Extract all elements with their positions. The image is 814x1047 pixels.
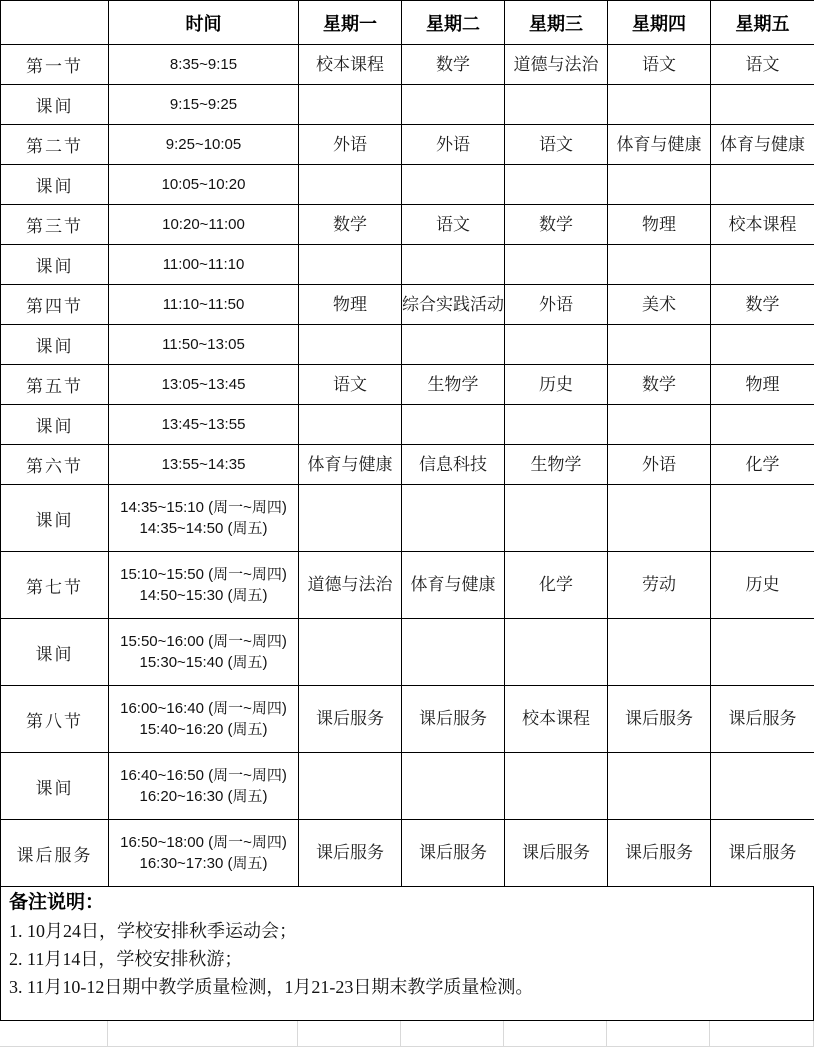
time-range: 16:00~16:40 (周一~周四) xyxy=(109,698,298,719)
time-range: 11:10~11:50 xyxy=(109,294,298,315)
subject-cell: 体育与健康 xyxy=(608,125,711,165)
notes-section xyxy=(0,886,814,1021)
subject-cell: 校本课程 xyxy=(505,686,608,753)
subject-cell xyxy=(505,85,608,125)
time-cell xyxy=(109,285,299,325)
subject-cell xyxy=(711,619,814,686)
notes-title: 备注说明： xyxy=(9,889,805,917)
time-range: 10:05~10:20 xyxy=(109,174,298,195)
subject-cell: 课后服务 xyxy=(608,686,711,753)
subject-cell xyxy=(299,485,402,552)
subject-cell: 数学 xyxy=(402,45,505,85)
day-header: 星期四 xyxy=(608,1,711,45)
table-row xyxy=(1,753,814,820)
time-cell xyxy=(109,820,299,887)
subject-cell: 劳动 xyxy=(608,552,711,619)
table-row xyxy=(1,285,814,325)
note-item: 3. 11月10-12日期中教学质量检测，1月21-23日期末教学质量检测。 xyxy=(9,973,805,1001)
subject-cell xyxy=(299,753,402,820)
subject-cell xyxy=(299,85,402,125)
time-range: 13:55~14:35 xyxy=(109,454,298,475)
period-label: 第五节 xyxy=(1,365,109,405)
time-cell xyxy=(109,125,299,165)
table-row xyxy=(1,125,814,165)
empty-grid-cell xyxy=(401,1021,504,1046)
timetable-body xyxy=(1,45,814,887)
subject-cell xyxy=(402,753,505,820)
subject-cell: 外语 xyxy=(505,285,608,325)
subject-cell xyxy=(711,485,814,552)
time-cell xyxy=(109,753,299,820)
time-cell xyxy=(109,445,299,485)
time-range: 15:40~16:20 (周五) xyxy=(109,719,298,740)
time-range: 16:40~16:50 (周一~周四) xyxy=(109,765,298,786)
table-row xyxy=(1,820,814,887)
subject-cell: 数学 xyxy=(299,205,402,245)
subject-cell xyxy=(299,165,402,205)
empty-grid-cell xyxy=(607,1021,710,1046)
subject-cell xyxy=(608,753,711,820)
empty-grid-cell xyxy=(710,1021,814,1046)
time-range: 16:50~18:00 (周一~周四) xyxy=(109,832,298,853)
period-label: 课后服务 xyxy=(1,820,109,887)
subject-cell xyxy=(608,245,711,285)
subject-cell: 物理 xyxy=(608,205,711,245)
period-label: 第一节 xyxy=(1,45,109,85)
time-cell xyxy=(109,45,299,85)
table-row xyxy=(1,365,814,405)
subject-cell: 外语 xyxy=(299,125,402,165)
subject-cell: 课后服务 xyxy=(299,820,402,887)
subject-cell xyxy=(711,405,814,445)
subject-cell: 校本课程 xyxy=(299,45,402,85)
subject-cell: 外语 xyxy=(402,125,505,165)
subject-cell: 课后服务 xyxy=(505,820,608,887)
time-cell xyxy=(109,485,299,552)
subject-cell: 语文 xyxy=(608,45,711,85)
day-header: 星期三 xyxy=(505,1,608,45)
subject-cell xyxy=(608,165,711,205)
subject-cell: 化学 xyxy=(505,552,608,619)
subject-cell: 课后服务 xyxy=(608,820,711,887)
table-row xyxy=(1,552,814,619)
time-cell xyxy=(109,405,299,445)
subject-cell: 校本课程 xyxy=(711,205,814,245)
time-cell xyxy=(109,245,299,285)
subject-cell xyxy=(711,85,814,125)
period-label: 课间 xyxy=(1,325,109,365)
table-row xyxy=(1,85,814,125)
subject-cell xyxy=(505,485,608,552)
period-label: 课间 xyxy=(1,245,109,285)
time-range: 14:35~14:50 (周五) xyxy=(109,518,298,539)
outside-gridline-row xyxy=(0,1021,814,1047)
subject-cell xyxy=(505,753,608,820)
period-label: 第三节 xyxy=(1,205,109,245)
subject-cell: 课后服务 xyxy=(402,686,505,753)
subject-cell xyxy=(711,325,814,365)
notes-list xyxy=(9,917,805,1001)
empty-grid-cell xyxy=(504,1021,607,1046)
period-label: 第七节 xyxy=(1,552,109,619)
subject-cell xyxy=(299,405,402,445)
subject-cell xyxy=(402,485,505,552)
subject-cell: 外语 xyxy=(608,445,711,485)
subject-cell: 课后服务 xyxy=(402,820,505,887)
subject-cell xyxy=(608,485,711,552)
subject-cell: 数学 xyxy=(505,205,608,245)
time-range: 14:50~15:30 (周五) xyxy=(109,585,298,606)
period-label: 第四节 xyxy=(1,285,109,325)
subject-cell xyxy=(402,165,505,205)
subject-cell xyxy=(711,165,814,205)
day-header: 星期二 xyxy=(402,1,505,45)
subject-cell: 语文 xyxy=(402,205,505,245)
time-range: 9:15~9:25 xyxy=(109,94,298,115)
table-row xyxy=(1,445,814,485)
time-range: 16:20~16:30 (周五) xyxy=(109,786,298,807)
subject-cell: 化学 xyxy=(711,445,814,485)
time-range: 15:30~15:40 (周五) xyxy=(109,652,298,673)
day-header: 星期五 xyxy=(711,1,814,45)
subject-cell xyxy=(299,619,402,686)
subject-cell: 体育与健康 xyxy=(402,552,505,619)
table-row xyxy=(1,45,814,85)
subject-cell: 美术 xyxy=(608,285,711,325)
time-range: 11:00~11:10 xyxy=(109,254,298,275)
subject-cell: 历史 xyxy=(505,365,608,405)
time-range: 8:35~9:15 xyxy=(109,54,298,75)
subject-cell: 生物学 xyxy=(505,445,608,485)
time-range: 10:20~11:00 xyxy=(109,214,298,235)
subject-cell xyxy=(608,405,711,445)
subject-cell: 体育与健康 xyxy=(299,445,402,485)
time-cell xyxy=(109,325,299,365)
subject-cell xyxy=(505,165,608,205)
subject-cell: 物理 xyxy=(299,285,402,325)
subject-cell xyxy=(505,245,608,285)
time-column-header: 时间 xyxy=(109,1,299,45)
time-cell xyxy=(109,165,299,205)
subject-cell: 体育与健康 xyxy=(711,125,814,165)
period-label: 第六节 xyxy=(1,445,109,485)
subject-cell: 生物学 xyxy=(402,365,505,405)
subject-cell xyxy=(711,245,814,285)
empty-grid-cell xyxy=(108,1021,298,1046)
subject-cell: 历史 xyxy=(711,552,814,619)
table-row xyxy=(1,325,814,365)
subject-cell: 课后服务 xyxy=(711,820,814,887)
table-row xyxy=(1,485,814,552)
subject-cell: 道德与法治 xyxy=(299,552,402,619)
subject-cell xyxy=(402,245,505,285)
time-cell xyxy=(109,205,299,245)
subject-cell: 课后服务 xyxy=(711,686,814,753)
subject-cell: 综合实践活动 xyxy=(402,285,505,325)
table-row xyxy=(1,686,814,753)
period-label: 第八节 xyxy=(1,686,109,753)
period-label: 课间 xyxy=(1,753,109,820)
time-cell xyxy=(109,686,299,753)
time-cell xyxy=(109,365,299,405)
timetable-header xyxy=(1,1,814,45)
subject-cell xyxy=(505,325,608,365)
subject-cell: 语文 xyxy=(505,125,608,165)
subject-cell: 数学 xyxy=(711,285,814,325)
table-row xyxy=(1,205,814,245)
note-item: 1. 10月24日，学校安排秋季运动会； xyxy=(9,917,805,945)
subject-cell xyxy=(402,405,505,445)
time-range: 15:10~15:50 (周一~周四) xyxy=(109,564,298,585)
time-range: 9:25~10:05 xyxy=(109,134,298,155)
time-range: 13:45~13:55 xyxy=(109,414,298,435)
time-range: 11:50~13:05 xyxy=(109,334,298,355)
subject-cell xyxy=(299,245,402,285)
time-range: 14:35~15:10 (周一~周四) xyxy=(109,497,298,518)
table-row xyxy=(1,245,814,285)
period-label: 课间 xyxy=(1,85,109,125)
subject-cell: 道德与法治 xyxy=(505,45,608,85)
period-label: 课间 xyxy=(1,619,109,686)
header-row xyxy=(1,1,814,45)
empty-grid-cell xyxy=(0,1021,108,1046)
subject-cell xyxy=(505,619,608,686)
time-range: 15:50~16:00 (周一~周四) xyxy=(109,631,298,652)
subject-cell xyxy=(402,619,505,686)
subject-cell xyxy=(299,325,402,365)
subject-cell: 数学 xyxy=(608,365,711,405)
subject-cell: 物理 xyxy=(711,365,814,405)
time-cell xyxy=(109,552,299,619)
time-cell xyxy=(109,85,299,125)
subject-cell xyxy=(402,325,505,365)
time-cell xyxy=(109,619,299,686)
subject-cell xyxy=(608,325,711,365)
time-range: 13:05~13:45 xyxy=(109,374,298,395)
subject-cell: 语文 xyxy=(711,45,814,85)
table-row xyxy=(1,405,814,445)
note-item: 2. 11月14日，学校安排秋游； xyxy=(9,945,805,973)
subject-cell: 语文 xyxy=(299,365,402,405)
time-range: 16:30~17:30 (周五) xyxy=(109,853,298,874)
period-label: 课间 xyxy=(1,405,109,445)
period-label: 课间 xyxy=(1,165,109,205)
subject-cell xyxy=(402,85,505,125)
subject-cell: 课后服务 xyxy=(299,686,402,753)
subject-cell xyxy=(505,405,608,445)
empty-grid-cell xyxy=(298,1021,401,1046)
corner-cell xyxy=(1,1,109,45)
subject-cell xyxy=(608,85,711,125)
period-label: 第二节 xyxy=(1,125,109,165)
table-row xyxy=(1,619,814,686)
subject-cell xyxy=(711,753,814,820)
table-row xyxy=(1,165,814,205)
period-label: 课间 xyxy=(1,485,109,552)
subject-cell: 信息科技 xyxy=(402,445,505,485)
subject-cell xyxy=(608,619,711,686)
day-header: 星期一 xyxy=(299,1,402,45)
